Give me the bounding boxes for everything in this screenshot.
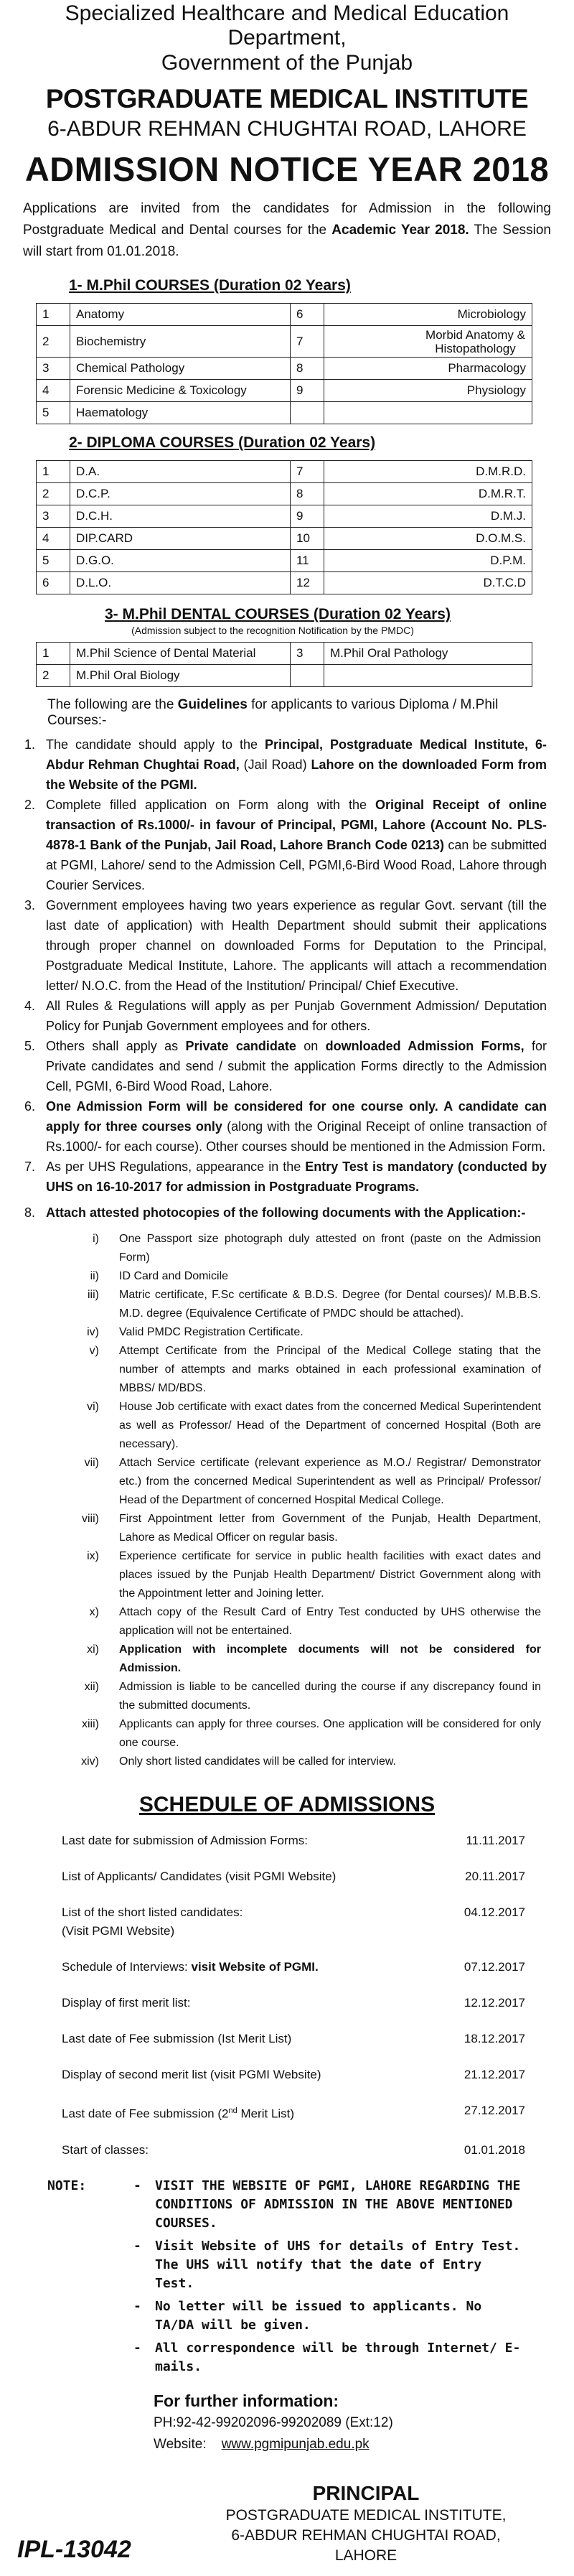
guideline-number: 3.	[24, 898, 36, 913]
document-item	[19, 1454, 555, 1510]
course-name: D.L.O.	[70, 572, 291, 594]
course-row	[37, 461, 532, 483]
schedule-label	[62, 2101, 418, 2124]
course-name: DIP.CARD	[70, 528, 291, 550]
schedule-date: 04.12.2017	[464, 1905, 525, 1919]
schedule-label-text: Last date of Fee submission (2	[62, 2106, 229, 2121]
course-row	[37, 505, 532, 528]
note-row	[47, 2237, 527, 2293]
course-row	[37, 326, 532, 358]
document-numeral: xii)	[84, 1681, 99, 1693]
course-row	[37, 483, 532, 505]
mphil-courses-table	[36, 303, 532, 424]
guideline-text-bold: Principal, Postgraduate Medical Institute, 6-Abdur Rehman Chughtai Road,	[46, 737, 547, 772]
course-row	[37, 358, 532, 380]
guideline-text-part: for Private candidates and send / submit the application Forms directly to the Admission Cell, PGMI, 6-Bird Wood Road, Lahore.	[46, 1039, 547, 1093]
guideline-text	[46, 1036, 547, 1096]
course-name: Physiology	[324, 380, 532, 402]
schedule-row	[62, 1831, 534, 1850]
course-number: 6	[37, 572, 70, 594]
note-text: All correspondence will be through Internet/ E-mails.	[155, 2340, 521, 2374]
guideline-item	[19, 895, 547, 996]
phone-number: PH:92-42-99202096-99202089 (Ext:12)	[154, 2414, 393, 2430]
schedule-label-text: Start of classes:	[62, 2142, 149, 2157]
further-info-title: For further information:	[154, 2391, 339, 2410]
course-number: 7	[291, 326, 324, 358]
course-number: 2	[37, 665, 70, 687]
schedule-label-text: Last date for submission of Admission Forms:	[62, 1834, 308, 1847]
intro-academic-year: Academic Year 2018.	[331, 223, 469, 238]
document-text: Matric certificate, F.Sc certificate & B.D.S. Degree (for Dental courses)/ M.B.B.S. M.D. degree (Equivalence Certificate of PMDC should be attached).	[119, 1289, 541, 1320]
document-text: House Job certificate with exact dates from the concerned Medical Superintendent as well as Professor/ Head of the Department of concerned Hospital (Both are necessary).	[119, 1401, 541, 1450]
course-row	[37, 550, 532, 572]
note-label: NOTE:	[47, 2178, 87, 2193]
document-item	[19, 1641, 555, 1678]
schedule-label	[62, 1867, 418, 1886]
schedule-label-text: Display of second merit list (visit PGMI Website)	[62, 2068, 321, 2081]
note-dash: -	[133, 2238, 141, 2254]
guideline-text-part: (Jail Road)	[239, 757, 311, 772]
schedule-label	[62, 1831, 418, 1850]
guideline-text-part: As per UHS Regulations, appearance in the	[46, 1159, 306, 1174]
document-item	[19, 1230, 555, 1267]
document-item	[19, 1547, 555, 1603]
guidelines-intro-bold: Guidelines	[177, 697, 248, 712]
guideline-number: 5.	[24, 1039, 36, 1053]
schedule-label-text: Merit List)	[237, 2106, 295, 2121]
document-item	[19, 1286, 555, 1323]
schedule-label-sup: nd	[228, 2106, 237, 2115]
diploma-courses-table	[36, 460, 532, 594]
note-row	[47, 2177, 527, 2233]
document-numeral: xi)	[87, 1643, 99, 1656]
course-name: D.C.H.	[70, 505, 291, 528]
guidelines-intro-pre: The following are the	[47, 697, 178, 712]
guideline-text-bold: Original Receipt of online transaction of Rs.1000/- in favour of Principal, PGMI, Lahore (Account No. PLS-4878-1 Bank of the Punjab, Jail Road, Lahore Branch Code 0213)	[46, 798, 547, 852]
schedule-row	[62, 1903, 534, 1941]
course-number: 10	[291, 528, 324, 550]
guideline-item	[19, 996, 547, 1036]
guideline-item	[19, 734, 547, 795]
mphil-section-title: 1- M.Phil COURSES (Duration 02 Years)	[69, 277, 351, 294]
course-name: D.P.M.	[324, 550, 532, 572]
guideline-item	[19, 1157, 547, 1197]
course-name: Pharmacology	[324, 358, 532, 380]
guideline-number: 8.	[24, 1205, 36, 1220]
notice-header	[19, 0, 555, 190]
schedule-date: 20.11.2017	[465, 1870, 525, 1883]
intro-text-2: The Session will start from 01.01.2018.	[23, 223, 551, 259]
dental-courses-table	[36, 642, 532, 687]
course-number: 9	[291, 505, 324, 528]
course-number: 5	[37, 402, 70, 424]
document-text: Attach copy of the Result Card of Entry Test conducted by UHS otherwise the application will not be entertained.	[119, 1606, 541, 1637]
course-number: 12	[291, 572, 324, 594]
course-row	[37, 643, 532, 665]
document-numeral: x)	[89, 1606, 99, 1618]
schedule-label-bold: visit Website of PGMI.	[191, 1960, 319, 1974]
principal-address-line: 6-ABDUR REHMAN CHUGHTAI ROAD,	[231, 2526, 501, 2544]
course-number: 3	[37, 505, 70, 528]
course-name: D.T.C.D	[324, 572, 532, 594]
course-number: 11	[291, 550, 324, 572]
schedule-date: 11.11.2017	[466, 1834, 525, 1847]
note-dash: -	[133, 2178, 141, 2193]
guideline-text: Attach attested photocopies of the following documents with the Application:-	[46, 1205, 526, 1220]
document-numeral: vi)	[87, 1401, 99, 1413]
guideline-text-part: can be submitted at PGMI, Lahore/ send to the Admission Cell, PGMI,6-Bird Wood Road, Lahore through Courier Services.	[46, 838, 547, 892]
note-dash: -	[133, 2340, 141, 2356]
schedule-label-text: Display of first merit list:	[62, 1996, 191, 2010]
website-line	[154, 2434, 555, 2455]
schedule-label-text: List of the short listed candidates:	[62, 1905, 243, 1919]
guideline-text-part: (along with the Original Receipt of online transaction of Rs.1000/- for each course). Other courses should be mentioned in the Admission Form.	[46, 1119, 547, 1154]
course-name	[324, 665, 532, 687]
document-item	[19, 1323, 555, 1342]
document-text: Only short listed candidates will be called for interview.	[119, 1755, 396, 1768]
website-label: Website:	[154, 2436, 207, 2452]
notice-title: ADMISSION NOTICE YEAR 2018	[24, 150, 550, 188]
ipl-number: IPL-13042	[17, 2536, 131, 2563]
diploma-section-title: 2- DIPLOMA COURSES (Duration 02 Years)	[69, 434, 376, 451]
guideline-text-bold: downloaded Admission Forms,	[325, 1039, 524, 1053]
document-text: Experience certificate for service in public health facilities with exact dates and places issued by the Punjab Health Department/ District Government along with the Appointment letter and Joining letter.	[119, 1550, 541, 1600]
principal-signature-block	[177, 2481, 555, 2566]
course-number: 7	[291, 461, 324, 483]
document-item	[19, 1342, 555, 1398]
course-row	[37, 665, 532, 687]
intro-paragraph	[23, 198, 551, 263]
dental-section-note: (Admission subject to the recognition Notification by the PMDC)	[131, 625, 414, 636]
notes-block	[47, 2177, 527, 2376]
course-name: Morbid Anatomy & Histopathology	[324, 326, 532, 358]
guideline-text-bold: Entry Test is mandatory (conducted by UHS on 16-10-2017 for admission in Postgraduate Programs.	[46, 1159, 547, 1194]
document-numeral: xiii)	[82, 1718, 99, 1730]
guideline-item	[19, 1203, 547, 1223]
document-item	[19, 1398, 555, 1454]
document-numeral: xiv)	[81, 1755, 99, 1768]
note-text: Visit Website of UHS for details of Entry Test. The UHS will notify that the date of Entry Test.	[155, 2238, 521, 2291]
course-row	[37, 572, 532, 594]
course-name: D.M.R.T.	[324, 483, 532, 505]
institute-address: 6-ABDUR REHMAN CHUGHTAI ROAD, LAHORE	[47, 117, 527, 141]
schedule-date: 01.01.2018	[464, 2142, 525, 2157]
schedule-label-text: Schedule of Interviews:	[62, 1960, 192, 1974]
schedule-table	[62, 1831, 534, 2160]
note-text: No letter will be issued to applicants. No TA/DA will be given.	[155, 2298, 482, 2333]
schedule-date: 12.12.2017	[464, 1996, 525, 2010]
guideline-text	[46, 1157, 547, 1197]
course-number: 2	[37, 326, 70, 358]
course-number: 3	[37, 358, 70, 380]
schedule-label-text: Last date of Fee submission (Ist Merit List)	[62, 2032, 292, 2045]
guideline-number: 2.	[24, 798, 36, 812]
guideline-text: Government employees having two years experience as regular Govt. servant (till the last date of application) with Health Department should submit their applications through proper channel on downloaded Forms for Deputation to the Principal, Postgraduate Medical Institute, Lahore. The applicants will attach a recommendation letter/ N.O.C. from the Head of the Institution/ Principal/ Chief Executive.	[46, 898, 547, 993]
document-numeral: iii)	[88, 1289, 99, 1301]
course-name: Forensic Medicine & Toxicology	[70, 380, 291, 402]
government-name: Government of the Punjab	[161, 51, 413, 75]
schedule-row	[62, 2141, 534, 2160]
course-number: 8	[291, 483, 324, 505]
schedule-row	[62, 1994, 534, 2012]
document-text: Admission is liable to be cancelled during the course if any discrepancy found in the submitted documents.	[119, 1681, 541, 1712]
course-name: D.O.M.S.	[324, 528, 532, 550]
course-number: 3	[291, 643, 324, 665]
dental-section-title: 3- M.Phil DENTAL COURSES (Duration 02 Years)	[105, 606, 451, 622]
document-item	[19, 1510, 555, 1547]
document-numeral: iv)	[87, 1326, 99, 1338]
course-name: D.M.R.D.	[324, 461, 532, 483]
document-item	[19, 1267, 555, 1286]
course-name: Anatomy	[70, 304, 291, 326]
document-text: Application with incomplete documents will not be considered for Admission.	[119, 1643, 541, 1674]
course-number: 1	[37, 304, 70, 326]
principal-address-line: LAHORE	[334, 2547, 397, 2564]
schedule-date: 07.12.2017	[464, 1960, 525, 1974]
intro-text-1: Applications are invited from the candidates for Admission in the following Postgraduate Medical and Dental courses for the	[23, 201, 551, 238]
guidelines-intro	[47, 697, 555, 729]
course-name: D.C.P.	[70, 483, 291, 505]
guideline-number: 6.	[24, 1099, 36, 1114]
guideline-text	[46, 734, 547, 795]
department-name: Specialized Healthcare and Medical Education Department,	[65, 1, 509, 50]
course-number: 1	[37, 643, 70, 665]
guideline-text: All Rules & Regulations will apply as per Punjab Government Admission/ Deputation Policy for Punjab Government employees and for others.	[46, 999, 547, 1033]
course-name: Chemical Pathology	[70, 358, 291, 380]
document-text: ID Card and Domicile	[119, 1270, 229, 1282]
course-name	[324, 402, 532, 424]
document-numeral: viii)	[82, 1513, 99, 1525]
guideline-text-part: Others shall apply as	[46, 1039, 186, 1053]
document-text: Attach Service certificate (relevant experience as M.O./ Registrar/ Demonstrator etc.) from the concerned Medical Superintendent as well as Principal/ Professor/ Head of the Department of concerned Hospital Medical College.	[119, 1457, 541, 1506]
schedule-row	[62, 1867, 534, 1886]
schedule-date: 18.12.2017	[464, 2032, 525, 2045]
principal-address-line: POSTGRADUATE MEDICAL INSTITUTE,	[225, 2506, 507, 2524]
principal-title: PRINCIPAL	[312, 2481, 420, 2504]
schedule-label	[62, 1903, 418, 1941]
guideline-text	[46, 795, 547, 895]
course-name: Biochemistry	[70, 326, 291, 358]
course-name: M.Phil Oral Pathology	[324, 643, 532, 665]
course-row	[37, 528, 532, 550]
course-number: 2	[37, 483, 70, 505]
guideline-item	[19, 795, 547, 895]
guideline-text-bold: Lahore on the downloaded Form from the Website of the PGMI.	[46, 757, 547, 792]
further-info	[154, 2389, 555, 2455]
course-number	[291, 665, 324, 687]
course-number: 4	[37, 380, 70, 402]
schedule-label-text: (Visit PGMI Website)	[62, 1924, 175, 1938]
document-numeral: ix)	[87, 1550, 99, 1562]
document-text: One Passport size photograph duly attested on front (paste on the Admission Form)	[119, 1233, 541, 1264]
guideline-text-bold: One Admission Form will be considered for one course only. A candidate can apply for three courses only	[46, 1099, 547, 1134]
schedule-label	[62, 1958, 418, 1977]
schedule-label	[62, 2141, 418, 2160]
course-name: D.M.J.	[324, 505, 532, 528]
note-text: VISIT THE WEBSITE OF PGMI, LAHORE REGARDING THE CONDITIONS OF ADMISSION IN THE ABOVE MENTIONED COURSES.	[155, 2178, 521, 2231]
note-row	[47, 2339, 527, 2376]
guideline-text	[46, 1096, 547, 1157]
document-numeral: i)	[93, 1233, 99, 1245]
note-row	[47, 2297, 527, 2335]
course-name: Microbiology	[324, 304, 532, 326]
document-text: Attempt Certificate from the Principal of the Medical College stating that the number of attempts and marks obtained in each professional examination of MBBS/ MD/BDS.	[119, 1345, 541, 1394]
schedule-date: 21.12.2017	[464, 2068, 525, 2081]
course-number: 1	[37, 461, 70, 483]
course-number: 6	[291, 304, 324, 326]
guideline-item	[19, 1096, 547, 1157]
course-number: 4	[37, 528, 70, 550]
schedule-label	[62, 2066, 418, 2084]
schedule-label-text: List of Applicants/ Candidates (visit PGMI Website)	[62, 1870, 337, 1883]
required-documents-list	[19, 1230, 555, 1771]
guideline-text-bold: Private candidate	[185, 1039, 296, 1053]
schedule-row	[62, 2101, 534, 2124]
document-numeral: ii)	[90, 1270, 99, 1282]
course-number	[291, 402, 324, 424]
document-text: Applicants can apply for three courses. One application will be considered for only one course.	[119, 1718, 541, 1749]
schedule-row	[62, 2066, 534, 2084]
guidelines-intro-post: for applicants to various Diploma / M.Phil Courses:-	[47, 697, 499, 728]
schedule-row	[62, 2030, 534, 2048]
schedule-row	[62, 1958, 534, 1977]
schedule-date: 27.12.2017	[464, 2104, 525, 2117]
document-item	[19, 1715, 555, 1753]
schedule-title: SCHEDULE OF ADMISSIONS	[138, 1793, 436, 1816]
course-name: M.Phil Science of Dental Material	[70, 643, 291, 665]
course-number: 9	[291, 380, 324, 402]
document-item	[19, 1753, 555, 1771]
course-number: 5	[37, 550, 70, 572]
document-item	[19, 1603, 555, 1641]
schedule-label	[62, 1994, 418, 2012]
course-name: M.Phil Oral Biology	[70, 665, 291, 687]
website-link[interactable]: www.pgmipunjab.edu.pk	[221, 2436, 370, 2452]
guideline-text-part: Complete filled application on Form along with the	[46, 798, 376, 812]
guidelines-list	[19, 734, 555, 1223]
document-text: First Appointment letter from Government of the Punjab, Health Department, Lahore as Medical Officer on regular basis.	[119, 1513, 541, 1544]
document-text: Valid PMDC Registration Certificate.	[119, 1326, 304, 1338]
course-name: D.A.	[70, 461, 291, 483]
course-name: Haematology	[70, 402, 291, 424]
document-numeral: vii)	[84, 1457, 99, 1469]
guideline-text-part: on	[296, 1039, 326, 1053]
guideline-number: 4.	[24, 999, 36, 1013]
course-row	[37, 304, 532, 326]
document-item	[19, 1678, 555, 1715]
document-numeral: v)	[89, 1345, 99, 1357]
course-row	[37, 380, 532, 402]
institute-name: POSTGRADUATE MEDICAL INSTITUTE	[45, 84, 529, 113]
schedule-label	[62, 2030, 418, 2048]
guideline-number: 1.	[24, 737, 36, 752]
course-number: 8	[291, 358, 324, 380]
note-dash: -	[133, 2298, 141, 2314]
course-row	[37, 402, 532, 424]
guideline-item	[19, 1036, 547, 1096]
guideline-text-part: The candidate should apply to the	[46, 737, 265, 752]
course-name: D.G.O.	[70, 550, 291, 572]
guideline-number: 7.	[24, 1159, 36, 1174]
